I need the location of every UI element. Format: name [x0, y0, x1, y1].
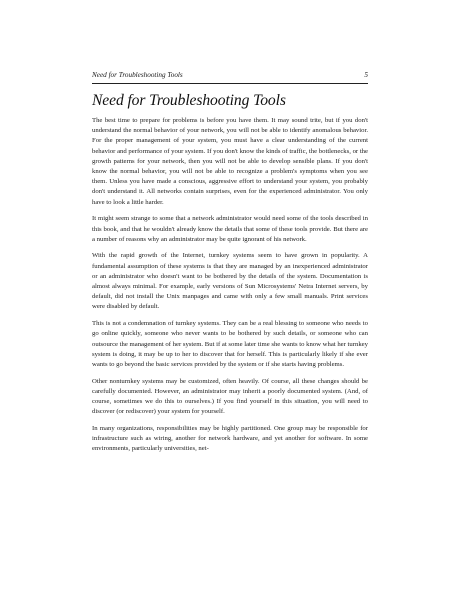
paragraph: It might seem strange to some that a network administrator would need some of the tools described in this book, and that he wouldn't already know the details that some of these tools provide. But there are a number of reasons why an administrator may be quite ignorant of his network. [92, 215, 368, 243]
running-header [92, 70, 368, 84]
header-rule [92, 83, 368, 84]
section-title: Need for Troubleshooting Tools [92, 92, 286, 109]
paragraph: Other nonturnkey systems may be customized, often heavily. Of course, all these changes should be carefully documented. However, an administrator may inherit a poorly documented system. (And, of course, sometimes we do this to ourselves.) If you find yourself in this situation, you will need to discover (or rediscover) your system for yourself. [92, 377, 368, 416]
paragraph: The best time to prepare for problems is before you have them. It may sound trite, but if you don't understand the normal behavior of your network, you will not be able to identify anomalous behavior. For the proper management of your system, you must have a clear understanding of the current behavior and performance of your system. If you don't know the kinds of traffic, the bottlenecks, or the growth patterns for your network, then you will not be able to develop sensible plans. If you don't know the normal behavior, you will not be able to recognize a problem's symptoms when you see them. Unless you have made a conscious, aggressive effort to understand your system, you probably don't understand it. All networks contain surprises, even for the experienced administrator. You only have to look a little harder. [92, 117, 368, 206]
paragraph: This is not a condemnation of turnkey systems. They can be a real blessing to someone who needs to go online quickly, someone who never wants to be bothered by such details, or someone who can outsource the management of her system. But if at some later time she wants to know what her turnkey system is doing, it may be up to her to discover that for herself. This is particularly likely if she ever wants to go beyond the basic services provided by the system or if she starts having problems. [92, 320, 368, 368]
running-title: Need for Troubleshooting Tools [92, 71, 183, 79]
paragraph: With the rapid growth of the Internet, turnkey systems seem to have grown in popularity. A fundamental assumption of these systems is that they are managed by an inexperienced administrator or an administrator who doesn't want to be bothered by the details of the system. Documentation is almost always minimal. For example, early versions of Sun Microsystems' Netra Internet servers, by default, did not install the Unix manpages and came with only a few small manuals. Print services were disabled by default. [92, 252, 368, 311]
body-text [92, 116, 368, 461]
page-number: 5 [364, 71, 368, 79]
paragraph: In many organizations, responsibilities may be highly partitioned. One group may be responsible for infrastructure such as wiring, another for network hardware, and yet another for software. In some environments, particularly universities, net- [92, 424, 368, 453]
